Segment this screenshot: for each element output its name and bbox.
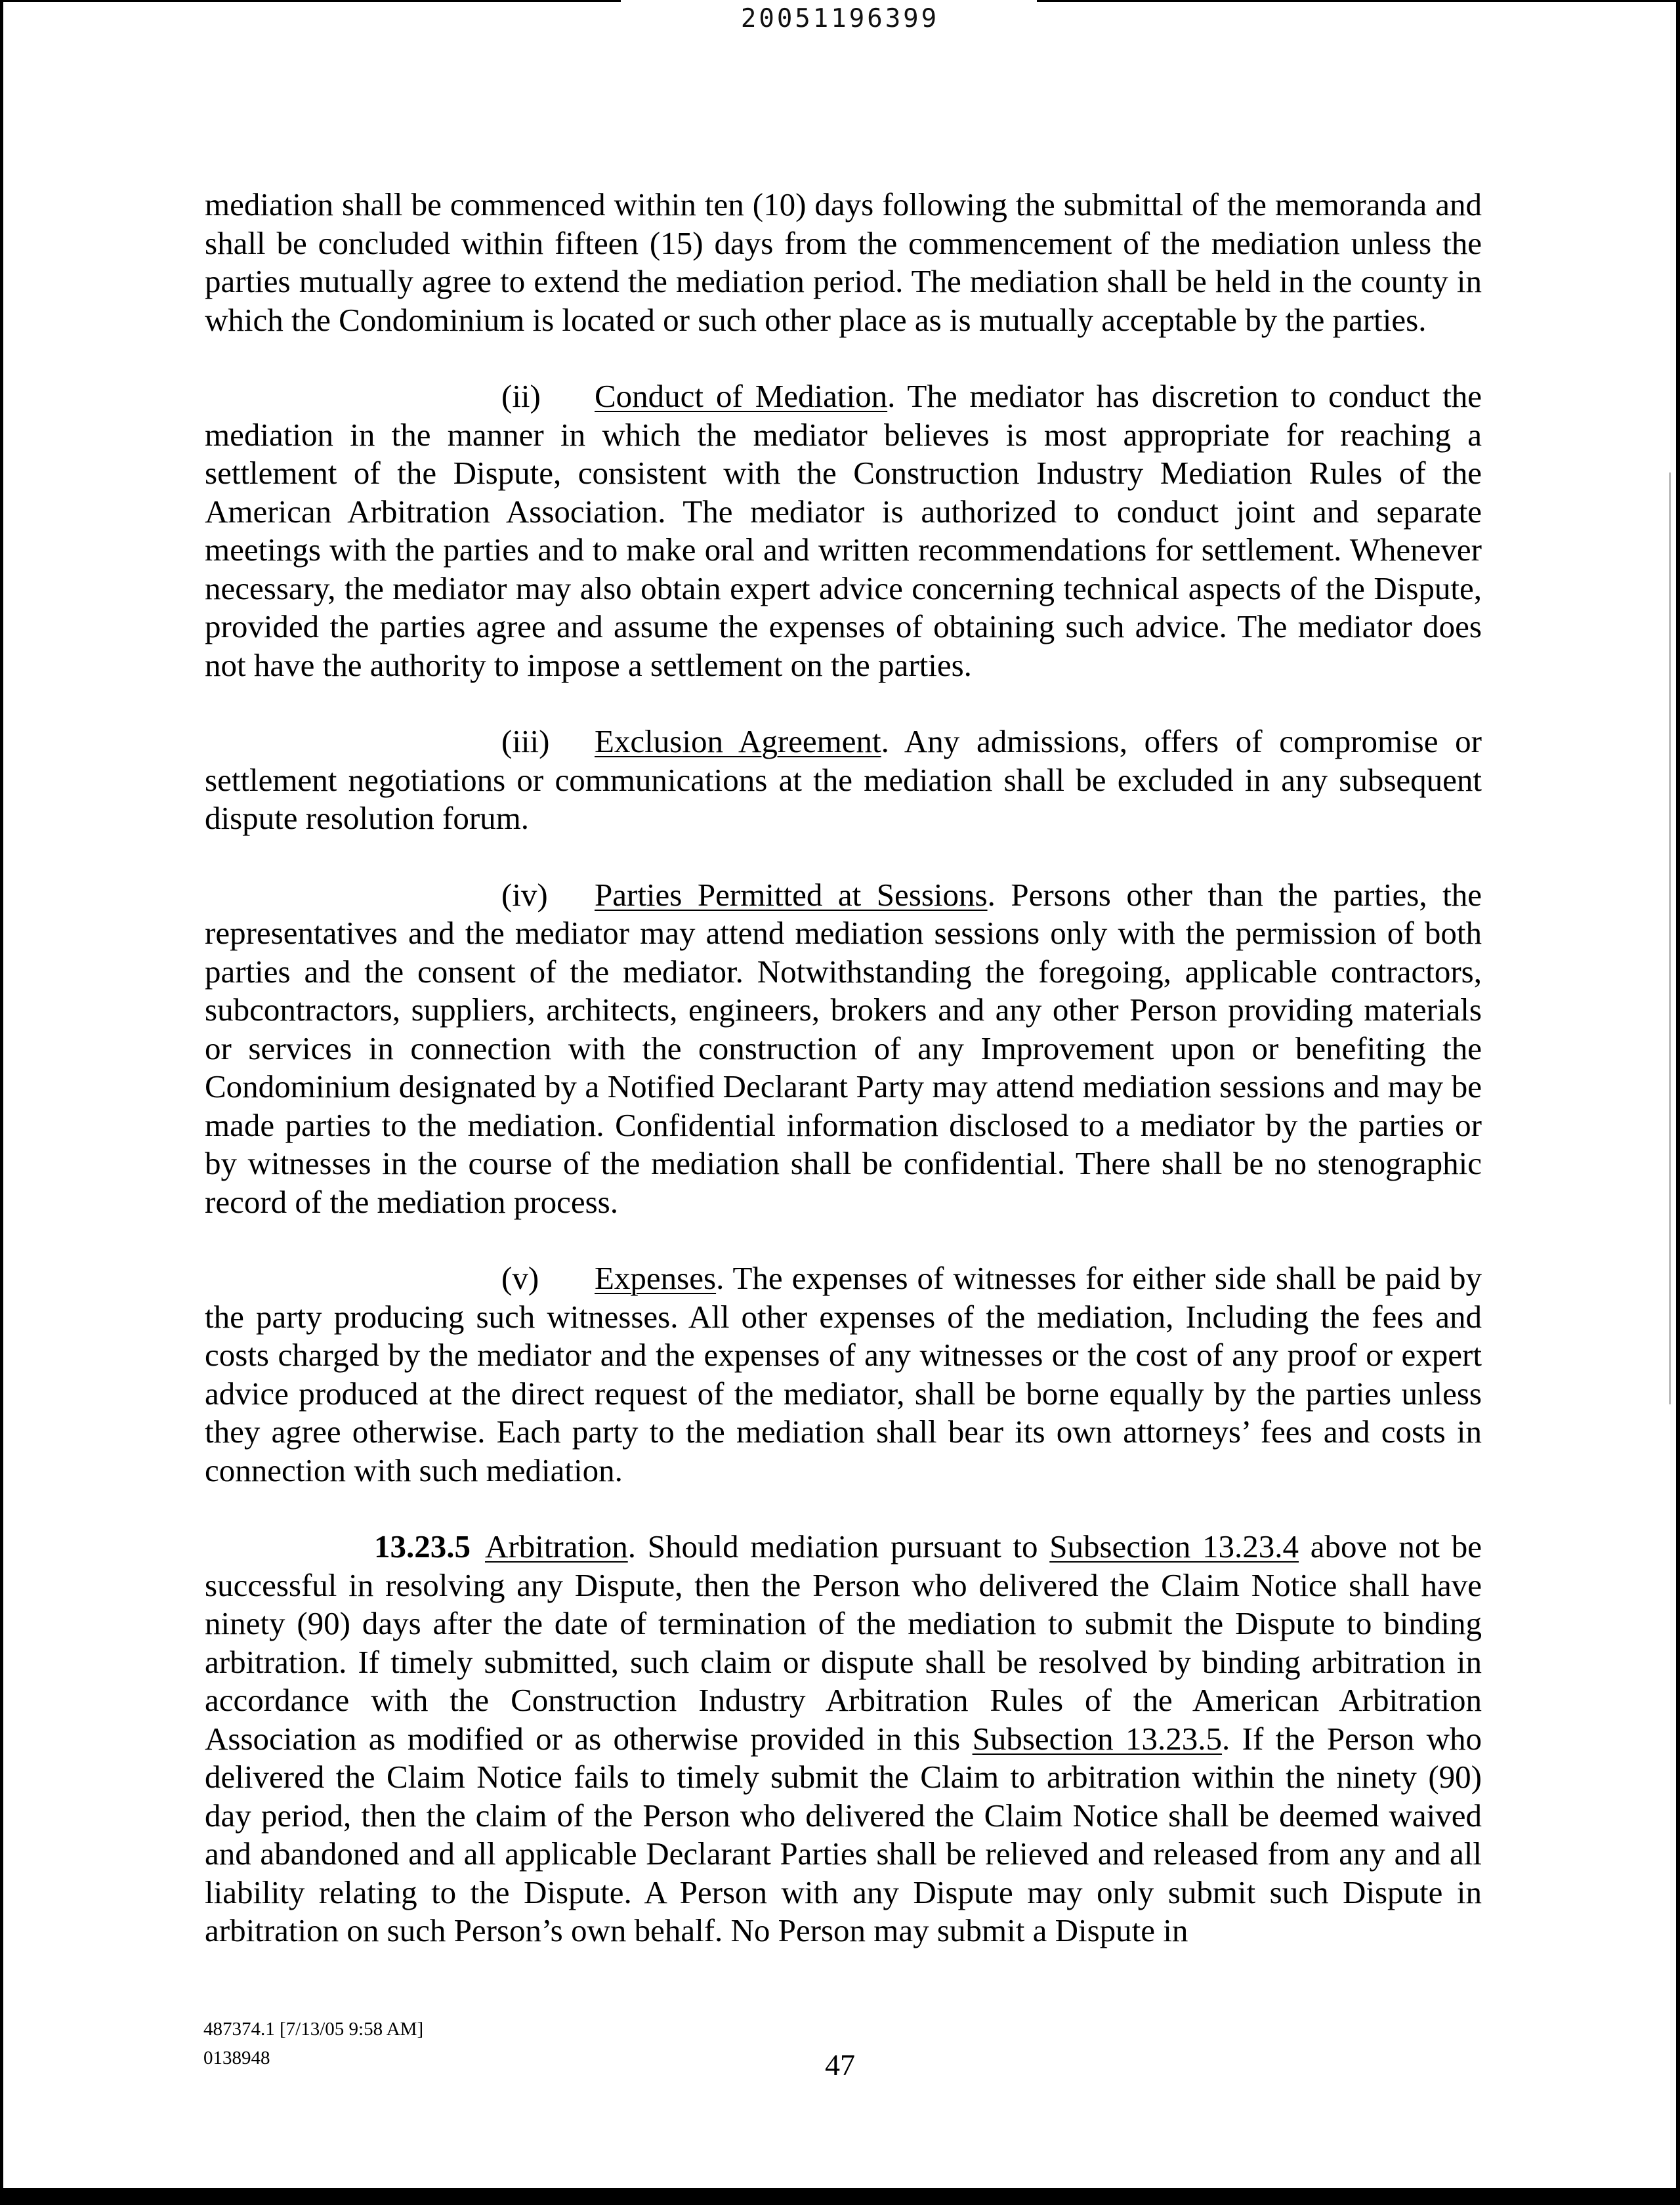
left-scan-border — [0, 0, 3, 2205]
footer-doc-ref: 487374.1 [7/13/05 9:58 AM] — [203, 2019, 424, 2040]
document-number: 20051196399 — [740, 4, 940, 33]
clause-text: . The mediator has discretion to conduct the mediation in the manner in which the mediator believes is most appropriate for reaching a settlement of the Dispute, consistent with the Construction Industry Mediation Rules of the American Arbitration Association. The mediator is authorized to conduct joint and separate meetings with the parties and to make oral and written recommendations for settlement. Whenever necessary, the mediator may also obtain expert advice concerning technical aspects of the Dispute, provided the parties agree and assume the expenses of obtaining such advice. The mediator does not have the authority to impose a settlement on the parties. — [205, 378, 1482, 683]
clause-text: . Persons other than the parties, the representatives and the mediator may attend mediation sessions only with the permission of both parties and the consent of the mediator. Notwithstanding the foregoing, applicable contractors, subcontractors, suppliers, architects, engineers, brokers and any other Person providing materials or services in connection with the construction of any Improvement upon or benefiting the Condominium designated by a Notified Declarant Party may attend mediation sessions and may be made parties to the mediation. Confidential information disclosed to a mediator by the parties or by witnesses in the course of the mediation shall be confidential. There shall be no stenographic record of the mediation process. — [205, 876, 1482, 1220]
paragraph-conduct-of-mediation — [205, 377, 1482, 684]
clause-number: (v) — [501, 1260, 539, 1296]
document-body — [205, 186, 1482, 1988]
clause-text: . Any admissions, offers of compromise or settlement negotiations or communications at the mediation shall be excluded in any subsequent dispute resolution forum. — [205, 723, 1482, 836]
page-number: 47 — [825, 2048, 855, 2082]
top-rule-left — [0, 0, 621, 2]
clause-number: (iv) — [501, 876, 548, 913]
section-text: . If the Person who delivered the Claim Notice fails to timely submit the Claim to arbitration within the ninety (90) day period, then the claim of the Person who delivered the Claim Notice shall be deemed waived and abandoned and all applicable Declarant Parties shall be relieved and released from any and all liability relating to the Dispute. A Person with any Dispute may only submit such Dispute in arbitration on such Person’s own behalf. No Person may submit a Dispute in — [205, 1720, 1482, 1948]
section-text: . Should mediation pursuant to — [627, 1528, 1050, 1564]
section-text: above not be successful in resolving any Dispute, then the Person who delivered the Claim Notice shall have ninety (90) days after the date of termination of the mediation to submit the Dispute to binding arbitration. If timely submitted, such claim or dispute shall be resolved by binding arbitration in accordance with the Construction Industry Arbitration Rules of the American Arbitration Association as modified or as otherwise provided in this — [205, 1528, 1482, 1757]
clause-heading: Expenses — [595, 1260, 717, 1296]
paragraph-continuation — [205, 186, 1482, 339]
section-heading: Arbitration — [485, 1528, 628, 1564]
footer-file-number: 0138948 — [203, 2048, 270, 2068]
cross-reference: Subsection 13.23.5 — [972, 1720, 1223, 1757]
clause-number: (ii) — [501, 378, 541, 414]
section-number: 13.23.5 — [374, 1528, 471, 1564]
clause-text: . The expenses of witnesses for either side shall be paid by the party producing such witnesses. All other expenses of the mediation, Including the fees and costs charged by the mediator and the expenses of any witnesses or the cost of any proof or expert advice produced at the direct request of the mediator, shall be borne equally by the parties unless they agree otherwise. Each party to the mediation shall bear its own attorneys’ fees and costs in connection with such mediation. — [205, 1260, 1482, 1488]
paragraph-exclusion-agreement — [205, 723, 1482, 838]
paragraph-parties-permitted — [205, 876, 1482, 1222]
paragraph-arbitration — [205, 1528, 1482, 1950]
cross-reference: Subsection 13.23.4 — [1049, 1528, 1299, 1564]
clause-number: (iii) — [501, 723, 550, 759]
paragraph-text: mediation shall be commenced within ten (10) days following the submittal of the memoranda and shall be concluded within fifteen (15) days from the commencement of the mediation unless the parties mutually agree to extend the mediation period. The mediation shall be held in the county in which the Condominium is located or such other place as is mutually acceptable by the parties. — [205, 186, 1482, 338]
bottom-scan-band — [0, 2188, 1680, 2205]
right-scan-mark — [1669, 472, 1671, 1404]
clause-heading: Exclusion Agreement — [595, 723, 881, 759]
clause-heading: Conduct of Mediation — [595, 378, 888, 414]
clause-heading: Parties Permitted at Sessions — [595, 876, 988, 913]
paragraph-expenses — [205, 1259, 1482, 1490]
right-scan-border — [1676, 0, 1680, 2205]
top-rule-right — [1037, 0, 1680, 2]
